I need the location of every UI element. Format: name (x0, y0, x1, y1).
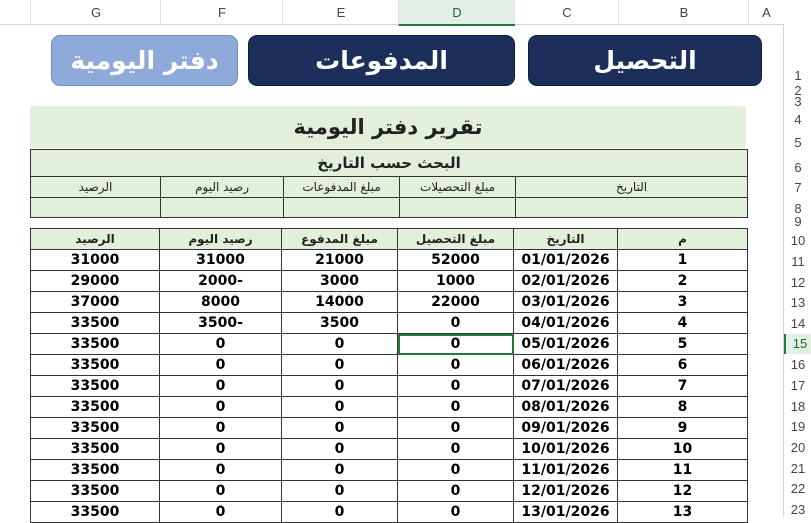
cell-collection[interactable]: 52000 (398, 250, 514, 271)
cell-num[interactable]: 11 (618, 460, 748, 481)
cell-day-balance[interactable]: 0 (160, 355, 282, 376)
cell-date[interactable]: 09/01/2026 (514, 418, 618, 439)
row-header-20[interactable]: 20 (790, 440, 806, 455)
search-header-payments: مبلغ المدفوعات (284, 177, 400, 198)
header-date: التاريخ (514, 229, 618, 250)
row-header-6[interactable]: 6 (794, 160, 802, 175)
table-row (31, 502, 748, 523)
search-date-cell[interactable] (516, 198, 748, 218)
header-day-balance: رصيد اليوم (160, 229, 282, 250)
cell-balance[interactable]: 33500 (31, 502, 160, 523)
cell-day-balance[interactable]: -3500 (160, 313, 282, 334)
column-header-a[interactable]: A (748, 0, 784, 24)
row-header-16[interactable]: 16 (790, 357, 806, 372)
cell-paid[interactable]: 0 (282, 355, 398, 376)
row-header-23[interactable]: 23 (790, 502, 806, 517)
cell-num[interactable]: 1 (618, 250, 748, 271)
cell-day-balance[interactable]: 0 (160, 439, 282, 460)
cell-collection[interactable]: 0 (398, 460, 514, 481)
cell-balance[interactable]: 33500 (31, 481, 160, 502)
cell-day-balance[interactable]: 0 (160, 397, 282, 418)
search-header-collections: مبلغ التحصيلات (400, 177, 516, 198)
header-num: م (618, 229, 748, 250)
table-row (31, 250, 748, 271)
cell-collection[interactable]: 0 (398, 355, 514, 376)
cell-day-balance[interactable]: 0 (160, 376, 282, 397)
cell-date[interactable]: 05/01/2026 (514, 334, 618, 355)
search-title: البحث حسب التاريخ (31, 150, 748, 177)
cell-day-balance[interactable]: 8000 (160, 292, 282, 313)
cell-balance[interactable]: 33500 (31, 376, 160, 397)
search-header-day-balance: رصيد اليوم (161, 177, 284, 198)
cell-collection[interactable]: 0 (398, 313, 514, 334)
cell-paid[interactable]: 0 (282, 418, 398, 439)
cell-paid[interactable]: 0 (282, 460, 398, 481)
payments-button[interactable]: المدفوعات (248, 35, 515, 86)
cell-date[interactable]: 01/01/2026 (514, 250, 618, 271)
table-row (31, 439, 748, 460)
cell-date[interactable]: 08/01/2026 (514, 397, 618, 418)
search-payments-cell[interactable] (284, 198, 400, 218)
cell-paid[interactable]: 14000 (282, 292, 398, 313)
search-header-balance: الرصيد (31, 177, 161, 198)
header-collection: مبلغ التحصيل (398, 229, 514, 250)
cell-day-balance[interactable]: 0 (160, 460, 282, 481)
cell-balance[interactable]: 33500 (31, 460, 160, 481)
cell-num[interactable]: 13 (618, 502, 748, 523)
cell-collection[interactable]: 22000 (398, 292, 514, 313)
cell-num[interactable]: 4 (618, 313, 748, 334)
row-header-22[interactable]: 22 (790, 481, 806, 496)
journal-table (30, 228, 748, 523)
cell-collection[interactable]: 0 (398, 502, 514, 523)
cell-date[interactable]: 13/01/2026 (514, 502, 618, 523)
cell-day-balance[interactable]: 31000 (160, 250, 282, 271)
active-cell-collection[interactable]: 0 (398, 334, 514, 355)
cell-num[interactable]: 2 (618, 271, 748, 292)
cell-collection[interactable]: 0 (398, 439, 514, 460)
cell-paid[interactable]: 3500 (282, 313, 398, 334)
cell-date[interactable]: 06/01/2026 (514, 355, 618, 376)
table-row (31, 334, 748, 355)
column-header-b[interactable]: B (618, 0, 749, 24)
cell-balance[interactable]: 33500 (31, 397, 160, 418)
cell-balance[interactable]: 29000 (31, 271, 160, 292)
cell-collection[interactable]: 0 (398, 376, 514, 397)
row-header-15[interactable]: 15 (784, 334, 811, 354)
row-header-9[interactable]: 9 (794, 214, 802, 229)
journal-button[interactable]: دفتر اليومية (51, 35, 238, 86)
collection-button[interactable]: التحصيل (528, 35, 762, 86)
cell-paid[interactable]: 0 (282, 397, 398, 418)
search-table (30, 149, 748, 218)
row-header-19[interactable]: 19 (790, 419, 806, 434)
header-balance: الرصيد (31, 229, 160, 250)
table-row (31, 460, 748, 481)
table-row (31, 313, 748, 334)
cell-num[interactable]: 9 (618, 418, 748, 439)
cell-paid[interactable]: 0 (282, 481, 398, 502)
cell-balance[interactable]: 33500 (31, 418, 160, 439)
row-header-14[interactable]: 14 (790, 316, 806, 331)
row-header-12[interactable]: 12 (790, 275, 806, 290)
cell-balance[interactable]: 37000 (31, 292, 160, 313)
cell-paid[interactable]: 3000 (282, 271, 398, 292)
cell-date[interactable]: 11/01/2026 (514, 460, 618, 481)
row-header-13[interactable]: 13 (790, 295, 806, 310)
cell-num[interactable]: 5 (618, 334, 748, 355)
table-row (31, 376, 748, 397)
cell-balance[interactable]: 33500 (31, 439, 160, 460)
column-header-e[interactable]: E (282, 0, 399, 24)
search-day-balance-cell[interactable] (161, 198, 284, 218)
report-title: تقرير دفتر اليومية (30, 106, 746, 148)
row-header-17[interactable]: 17 (790, 378, 806, 393)
cell-paid[interactable]: 0 (282, 502, 398, 523)
cell-num[interactable]: 3 (618, 292, 748, 313)
column-header-g[interactable]: G (30, 0, 161, 24)
cell-num[interactable]: 12 (618, 481, 748, 502)
cell-collection[interactable]: 0 (398, 418, 514, 439)
column-header-f[interactable]: F (160, 0, 283, 24)
cell-date[interactable]: 03/01/2026 (514, 292, 618, 313)
cell-collection[interactable]: 1000 (398, 271, 514, 292)
search-balance-cell[interactable] (31, 198, 161, 218)
table-row (31, 292, 748, 313)
search-header-date: التاريخ (516, 177, 748, 198)
cell-balance[interactable]: 33500 (31, 334, 160, 355)
column-header-bar (0, 0, 811, 25)
column-header-c[interactable]: C (514, 0, 619, 24)
cell-balance[interactable]: 31000 (31, 250, 160, 271)
column-header-d[interactable]: D (398, 0, 515, 26)
cell-balance[interactable]: 33500 (31, 355, 160, 376)
row-header-5[interactable]: 5 (794, 135, 802, 150)
search-collections-cell[interactable] (400, 198, 516, 218)
cell-date[interactable]: 07/01/2026 (514, 376, 618, 397)
row-header-8[interactable]: 8 (794, 201, 802, 216)
header-paid: مبلغ المدفوع (282, 229, 398, 250)
table-row (31, 418, 748, 439)
row-header-3[interactable]: 3 (794, 94, 802, 109)
cell-num[interactable]: 7 (618, 376, 748, 397)
cell-day-balance[interactable]: 0 (160, 502, 282, 523)
cell-date[interactable]: 02/01/2026 (514, 271, 618, 292)
table-row (31, 355, 748, 376)
row-header-10[interactable]: 10 (790, 233, 806, 248)
cell-date[interactable]: 12/01/2026 (514, 481, 618, 502)
row-header-1[interactable]: 1 (794, 68, 802, 83)
cell-num[interactable]: 10 (618, 439, 748, 460)
table-row (31, 397, 748, 418)
cell-balance[interactable]: 33500 (31, 313, 160, 334)
row-header-11[interactable]: 11 (791, 254, 805, 269)
table-row (31, 271, 748, 292)
row-header-18[interactable]: 18 (790, 399, 806, 414)
row-header-7[interactable]: 7 (794, 180, 802, 195)
cell-day-balance[interactable]: 0 (160, 334, 282, 355)
row-header-bar (783, 24, 811, 517)
cell-paid[interactable]: 0 (282, 376, 398, 397)
cell-date[interactable]: 10/01/2026 (514, 439, 618, 460)
cell-day-balance[interactable]: 0 (160, 418, 282, 439)
cell-collection[interactable]: 0 (398, 397, 514, 418)
cell-num[interactable]: 6 (618, 355, 748, 376)
row-header-4[interactable]: 4 (794, 112, 802, 127)
cell-paid[interactable]: 0 (282, 439, 398, 460)
cell-collection[interactable]: 0 (398, 481, 514, 502)
cell-day-balance[interactable]: 0 (160, 481, 282, 502)
cell-paid[interactable]: 21000 (282, 250, 398, 271)
cell-paid[interactable]: 0 (282, 334, 398, 355)
cell-day-balance[interactable]: -2000 (160, 271, 282, 292)
row-header-2[interactable]: 2 (794, 83, 802, 98)
table-row (31, 481, 748, 502)
cell-num[interactable]: 8 (618, 397, 748, 418)
row-header-21[interactable]: 21 (790, 461, 806, 476)
cell-date[interactable]: 04/01/2026 (514, 313, 618, 334)
